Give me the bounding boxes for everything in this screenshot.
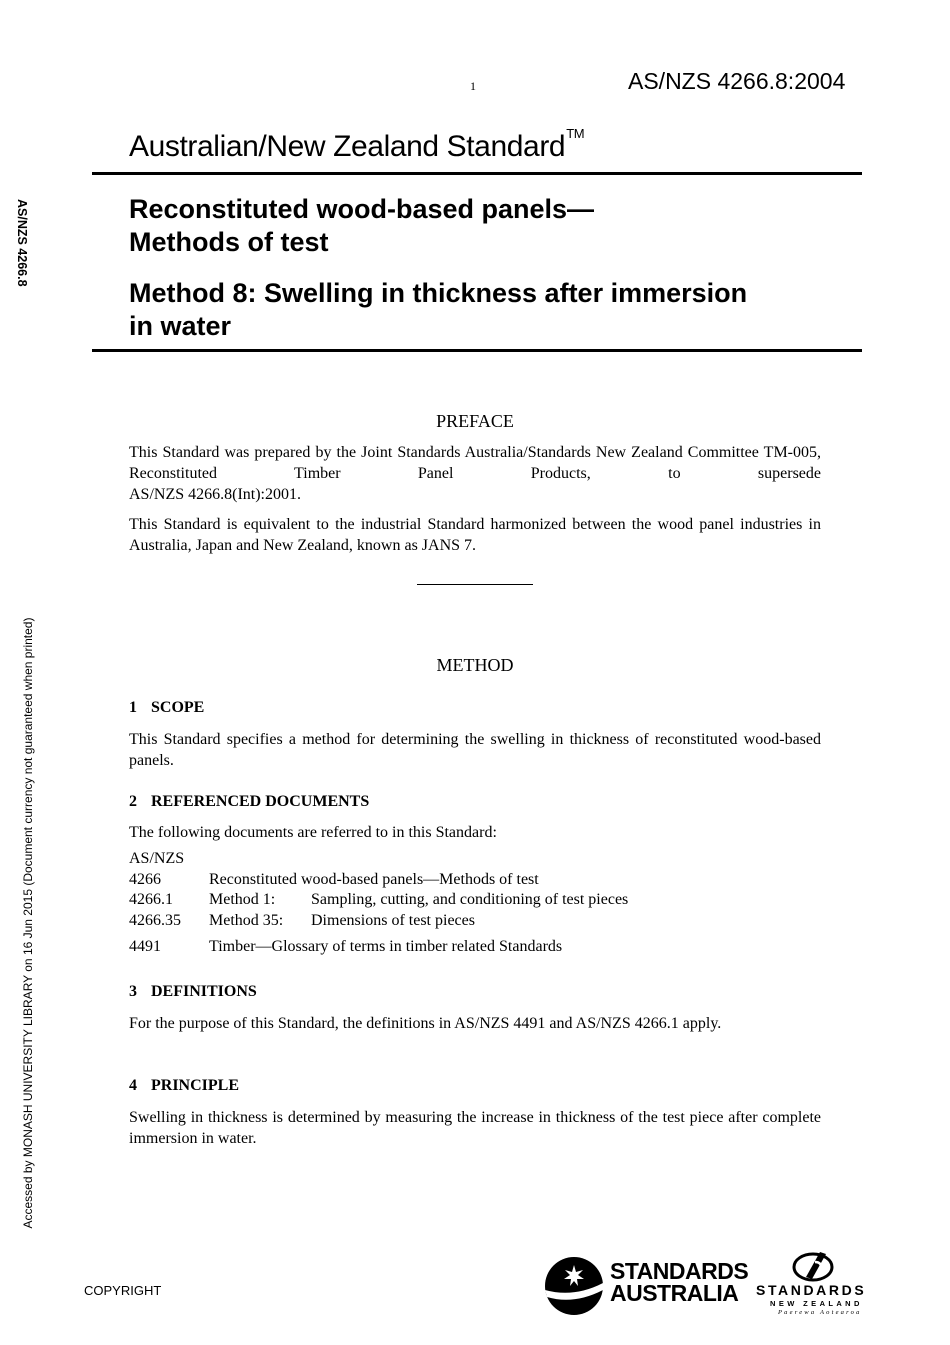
section-title: PRINCIPLE (151, 1077, 240, 1094)
reference-title: Sampling, cutting, and conditioning of test pieces (311, 891, 629, 908)
reference-code: 4266 (129, 870, 161, 888)
section-heading-scope (129, 699, 204, 717)
reference-prefix: AS/NZS (129, 850, 185, 867)
section-number: 4 (129, 1077, 137, 1094)
snz-logo-title: STANDARDS (756, 1282, 867, 1298)
standard-heading-text: Australian/New Zealand Standard (129, 130, 566, 163)
scope-text: This Standard specifies a method for determining the swelling in thickness of reconstituted wood-based panels. (129, 731, 821, 769)
reference-method: Method 1: (209, 891, 276, 908)
reference-method: Method 35: (209, 911, 284, 929)
preface-heading: PREFACE (436, 411, 514, 431)
reference-title: Dimensions of test pieces (311, 911, 475, 929)
sa-logo-line-2: AUSTRALIA (610, 1280, 739, 1306)
principle-text: Swelling in thickness is determined by measuring the increase in thickness of the test piece after complete immersion in water. (129, 1109, 821, 1147)
preface-paragraph-2: This Standard is equivalent to the industrial Standard harmonized between the wood panel industries in Australia, Japan and New Zealand, known as JANS 7. (129, 516, 821, 554)
page-number: 1 (470, 79, 476, 93)
reference-code: 4266.1 (129, 891, 173, 908)
reference-code: 4266.35 (129, 911, 181, 929)
reference-item (129, 870, 628, 891)
reference-code: 4491 (129, 938, 161, 955)
bottom-title-rule (92, 349, 862, 352)
section-divider (417, 584, 533, 585)
snz-logo-maori: Paerewa Aotearoa (778, 1309, 862, 1316)
method-heading: METHOD (436, 655, 514, 675)
title-line-2: Methods of test (129, 227, 329, 257)
preface-paragraph-1 (129, 442, 821, 505)
section-title: REFERENCED DOCUMENTS (151, 793, 370, 810)
reference-item (129, 890, 628, 911)
reference-title: Timber—Glossary of terms in timber related Standards (209, 938, 563, 955)
copyright-notice: COPYRIGHT (84, 1283, 162, 1298)
method-title-line-2: in water (129, 311, 232, 341)
trademark: TM (566, 126, 585, 141)
reference-title: Reconstituted wood-based panels—Methods of test (209, 870, 539, 888)
section-number: 2 (129, 793, 137, 810)
method-title-line-1: Method 8: Swelling in thickness after immersion (129, 278, 748, 308)
section-heading-referenced-documents (129, 793, 369, 811)
standard-heading (129, 126, 584, 164)
reference-item (129, 911, 628, 932)
access-note: Accessed by MONASH UNIVERSITY LIBRARY on 16 Jun 2015 (Document currency not guaranteed when printed) (21, 617, 35, 1229)
section-title: DEFINITIONS (151, 983, 257, 1000)
referenced-documents-intro: The following documents are referred to in this Standard: (129, 824, 497, 841)
title-line-1: Reconstituted wood-based panels— (129, 194, 595, 224)
reference-list (129, 849, 628, 958)
preface-paragraph-1-end: AS/NZS 4266.8(Int):2001. (129, 486, 301, 503)
sa-logo-line-1: STANDARDS (610, 1258, 749, 1284)
document-code: AS/NZS 4266.8:2004 (628, 68, 846, 94)
snz-logo-subtitle: NEW ZEALAND (770, 1299, 863, 1308)
reference-item (129, 937, 628, 958)
section-number: 3 (129, 983, 137, 1000)
preface-paragraph-1-main: This Standard was prepared by the Joint Standards Australia/Standards New Zealand Committee TM-005, Reconstituted Timber Panel Products, to supersede (129, 444, 821, 482)
section-heading-principle (129, 1077, 239, 1095)
definitions-text: For the purpose of this Standard, the definitions in AS/NZS 4491 and AS/NZS 4266.1 apply. (129, 1015, 722, 1032)
method-title (129, 277, 849, 343)
section-heading-definitions (129, 983, 257, 1001)
side-document-code: AS/NZS 4266.8 (15, 199, 29, 287)
top-rule (92, 172, 862, 175)
section-title: SCOPE (151, 699, 205, 716)
standards-australia-logo-text (610, 1260, 748, 1304)
document-title (129, 193, 849, 259)
standards-australia-emblem-icon (544, 1256, 604, 1316)
section-number: 1 (129, 699, 137, 716)
standards-new-zealand-emblem-icon (791, 1249, 837, 1283)
